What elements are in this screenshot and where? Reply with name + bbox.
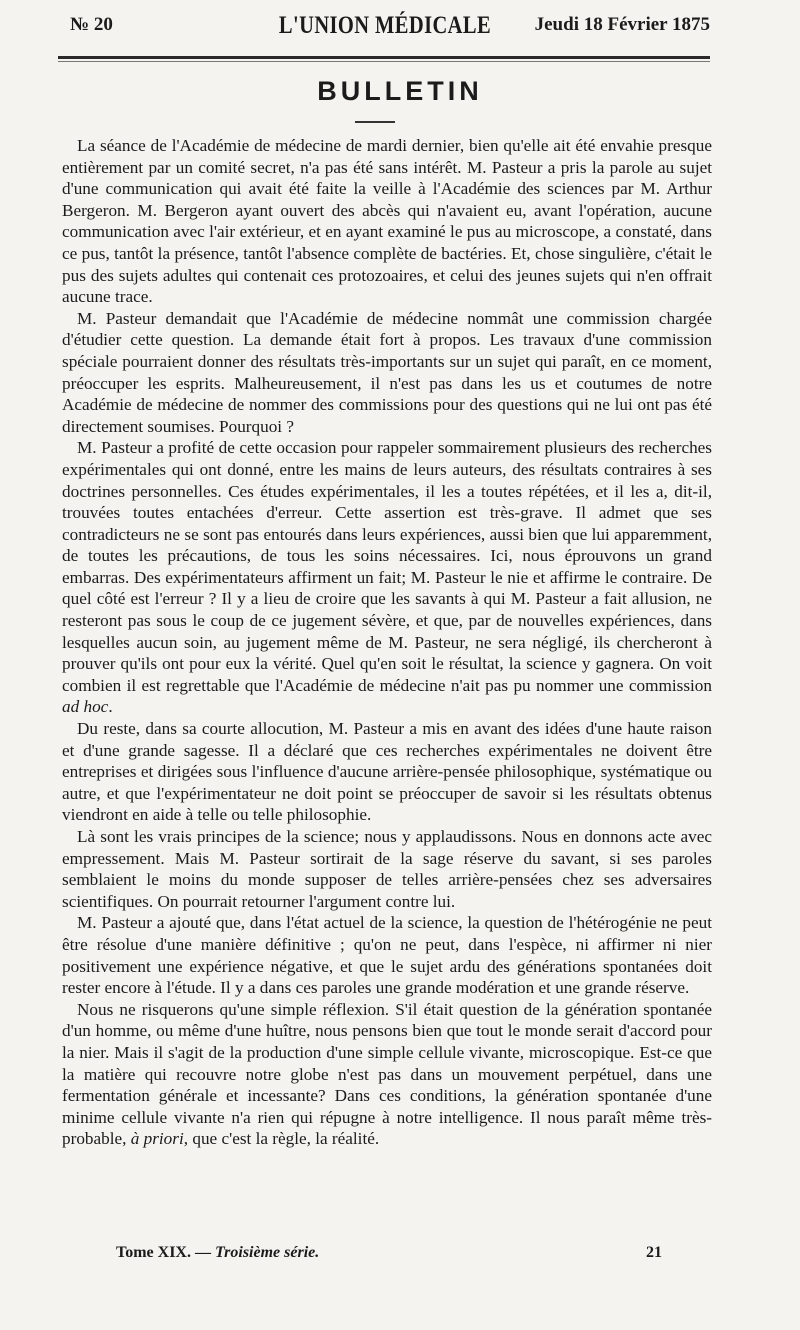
- paragraph: La séance de l'Académie de médecine de mardi dernier, bien qu'elle ait été envahie presque entièrement par un comité secret, n'a pas été sans intérêt. M. Pasteur a pris la parole au sujet d'une communication qui avait été faite la veille à l'Académie des sciences par M. Arthur Bergeron. M. Bergeron ayant ouvert des abcès qui n'avaient eu, avant l'opération, aucune communication avec l'air extérieur, et en ayant examiné le pus au microscope, a constaté, dans ce pus, tantôt la présence, tantôt l'absence complète de bactéries. Et, chose singulière, c'était le pus des sujets adultes qui contenait ces protozoaires, et celui des jeunes sujets qui n'en offrait aucune trace.: [62, 136, 712, 307]
- tome-label: Tome XIX. —: [116, 1244, 211, 1261]
- paragraph: M. Pasteur a ajouté que, dans l'état actuel de la science, la question de l'hétérogénie ne peut être résolue d'une manière définitive ; qu'on ne peut, dans l'espèce, ni affirmer ni nier positivement une expérience négative, et que le sujet ardu des générations spontanées doit rester encore à l'étude. Il y a dans ces paroles une grande modération et une grande réserve.: [62, 913, 712, 998]
- issue-date: Jeudi 18 Février 1875: [534, 14, 710, 35]
- paragraph: [62, 437, 712, 718]
- paragraph-text: , que: [183, 1129, 218, 1149]
- series-label: Troisième série.: [214, 1244, 320, 1261]
- page-number: 21: [646, 1244, 662, 1261]
- article-body: [62, 135, 712, 1150]
- paragraph: Là sont les vrais principes de la science; nous y applaudissons. Nous en donnons acte avec empressement. Mais M. Pasteur sortirait de la sage réserve du savant, si ses paroles semblaient le moins du monde supposer de telles arrière-pensées chez ses adversaires scientifiques. On pourrait retourner l'argument contre lui.: [62, 827, 712, 911]
- journal-title: L'UNION MÉDICALE: [278, 12, 492, 39]
- title-divider: [355, 121, 395, 123]
- paragraph-text: c'est la règle, la réalité.: [221, 1129, 380, 1149]
- latin-phrase: ad hoc: [62, 697, 109, 717]
- paragraph: [62, 999, 712, 1150]
- paragraph: Du reste, dans sa courte allocution, M. Pasteur a mis en avant des idées d'une haute raison et d'une grande sagesse. Il a déclaré que ces recherches expérimentales ne doivent être entreprises et dirigées sous l'influence d'aucune arrière-pensée philosophique, systématique ou autre, et que l'expérimentateur ne doit point se préoccuper de savoir si les résultats obtenus viendront en aide à telle ou telle philosophie.: [62, 719, 712, 825]
- issue-number: № 20: [70, 14, 113, 35]
- paragraph-text: M. Pasteur a profité de cette occasion pour rappeler sommairement plusieurs des recherches expérimentales qui ont donné, entre les mains de leurs auteurs, des résultats contraires à ses doctrines personnelles. Ces études expérimentales, il les a toutes répétées, et il les a, dit-il, trouvées toutes entachées d'erreur. Cette assertion est très-grave. Il admet que ses contradicteurs ne se sont pas entourés dans leurs expériences, aussi bien que lui apparemment, de toutes les précautions, de tous les soins nécessaires. Ici, nous éprouvons un grand embarras. Des expérimentateurs affirment un fait; M. Pasteur le nie et affirme le contraire. De quel côté est l'erreur ? Il y a lieu de croire que les savants à qui M. Pasteur a fait allusion, ne resteront pas sous le coup de ce jugement sévère, et que, par de nouvelles expériences, dans lesquelles aucun soin, au jugement même de M. Pasteur, ne sera négligé, ils chercheront à prouver qu'ils ont pour eux la vérité. Quel qu'en soit le résultat, la science y gagnera. On voit combien il est regrettable que l'Académie de médecine n'ait pas pu nommer une commission: [62, 438, 712, 695]
- latin-phrase: à priori: [130, 1129, 184, 1149]
- section-title: BULLETIN: [317, 76, 483, 106]
- page-footer: [62, 1244, 712, 1268]
- volume-info: [116, 1244, 319, 1262]
- paragraph: M. Pasteur demandait que l'Académie de médecine nommât une commission chargée d'étudier cette question. La demande était fort à propos. Les travaux d'une commission spéciale pourraient donner des résultats très-importants sur un sujet qui paraît, en ce moment, préoccuper les esprits. Malheureusement, il n'est pas dans les us et coutumes de notre Académie de médecine de nommer des commissions pour des questions qui ne lui ont pas été directement soumises. Pourquoi ?: [62, 308, 712, 436]
- page-header: [60, 10, 710, 44]
- header-rule: [58, 56, 710, 59]
- paragraph-text: Nous ne risquerons qu'une simple réflexion. S'il était question de la génération spontanée d'un homme, ou même d'une huître, nous pensons bien que tout le monde serait d'accord pour la nier. Mais il s'agit de la production d'une simple cellule vivante, microscopique. Est-ce que la matière qui recouvre notre globe n'est pas dans un mouvement perpétuel, dans une fermentation générale et incessante? Dans ces conditions, la génération spontanée d'une minime cellule vivante n'a rien qui répugne à notre intelligence. Il nous paraît même très-probable,: [62, 999, 712, 1149]
- header-rule-thin: [58, 61, 710, 62]
- punctuation: .: [108, 697, 113, 717]
